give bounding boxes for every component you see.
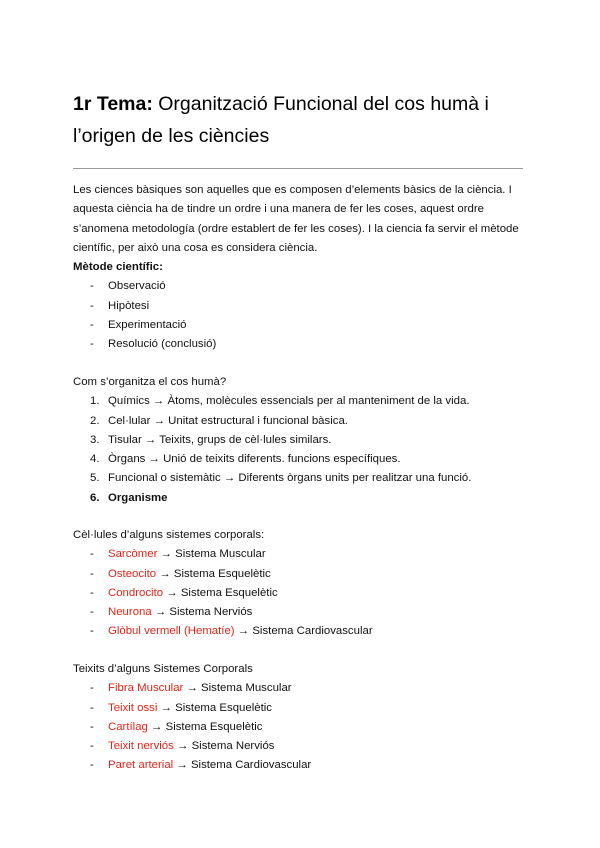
- metode-section: [73, 258, 533, 354]
- list-item: - Teixit nerviós → Sistema Nerviós: [73, 737, 533, 756]
- list-item: - Sarcòmer → Sistema Muscular: [73, 545, 533, 564]
- list-item: - Cartílag → Sistema Esquelètic: [73, 718, 533, 737]
- list-item: 4. Òrgans → Unió de teixits diferents. funcions específiques.: [90, 453, 401, 466]
- organitza-list: [73, 392, 533, 508]
- cellules-heading: Cèl·lules d’alguns sistemes corporals:: [73, 529, 265, 541]
- organitza-heading: Com s’organitza el cos humà?: [73, 376, 227, 388]
- list-item: 2. Cel·lular → Unitat estructural i funcional bàsica.: [90, 414, 348, 427]
- horizontal-divider: [73, 168, 523, 169]
- cellules-list: [73, 545, 533, 641]
- list-item: 6. Organisme: [90, 491, 168, 504]
- organitza-section: [73, 373, 533, 508]
- list-item: 5. Funcional o sistemàtic → Diferents òrgans units per realitzar una funció.: [90, 472, 472, 485]
- list-item: - Paret arterial → Sistema Cardiovascular: [73, 756, 533, 775]
- list-item: - Neurona → Sistema Nerviós: [73, 603, 533, 622]
- bullet-dash: -: [90, 280, 94, 293]
- list-item: - Experimentació: [73, 316, 533, 335]
- bullet-dash: -: [90, 701, 94, 714]
- intro-paragraph: Les ciences bàsiques son aquelles que es composen d’elements bàsics de la ciència. I aquesta ciència ha de tindre un ordre i una manera de fer les coses, aquest ordre s’anomena metodología (ordre establert de fer les coses). I la ciencia fa servir el mètode científic, per això una cosa es considera ciència.: [73, 184, 519, 254]
- bullet-dash: -: [90, 740, 94, 753]
- bullet-dash: -: [90, 606, 94, 619]
- list-item: - Observació: [73, 277, 533, 296]
- list-item: - Fibra Muscular → Sistema Muscular: [73, 679, 533, 698]
- teixits-heading: Teixits d’alguns Sistemes Corporals: [73, 663, 253, 675]
- list-item: - Osteocito → Sistema Esquelètic: [73, 565, 533, 584]
- bullet-dash: -: [90, 682, 94, 695]
- bullet-dash: -: [90, 586, 94, 599]
- list-item: - Teixit ossi → Sistema Esquelètic: [73, 699, 533, 718]
- list-item: - Glòbul vermell (Hematíe) → Sistema Cardiovascular: [73, 622, 533, 641]
- metode-heading: Mètode científic:: [73, 261, 163, 273]
- cellules-section: [73, 526, 533, 642]
- teixits-list: [73, 679, 533, 775]
- metode-list: [73, 277, 533, 354]
- list-item: 3. Tisular → Teixits, grups de cèl·lules similars.: [90, 433, 332, 446]
- title-text: Organització Funcional del cos humà i l’origen de les ciències: [73, 93, 489, 147]
- bullet-dash: -: [90, 720, 94, 733]
- list-item: - Resolució (conclusió): [73, 335, 533, 354]
- bullet-dash: -: [90, 299, 94, 312]
- bullet-dash: -: [90, 548, 94, 561]
- bullet-dash: -: [90, 338, 94, 351]
- list-item: - Hipòtesi: [73, 297, 533, 316]
- bullet-dash: -: [90, 318, 94, 331]
- page-title: [73, 88, 543, 152]
- title-prefix: 1r Tema:: [73, 93, 153, 115]
- list-item: - Condrocito → Sistema Esquelètic: [73, 584, 533, 603]
- teixits-section: [73, 660, 533, 776]
- bullet-dash: -: [90, 567, 94, 580]
- bullet-dash: -: [90, 625, 94, 638]
- list-item: 1. Químics → Àtoms, molècules essencials per al manteniment de la vida.: [90, 395, 470, 408]
- bullet-dash: -: [90, 759, 94, 772]
